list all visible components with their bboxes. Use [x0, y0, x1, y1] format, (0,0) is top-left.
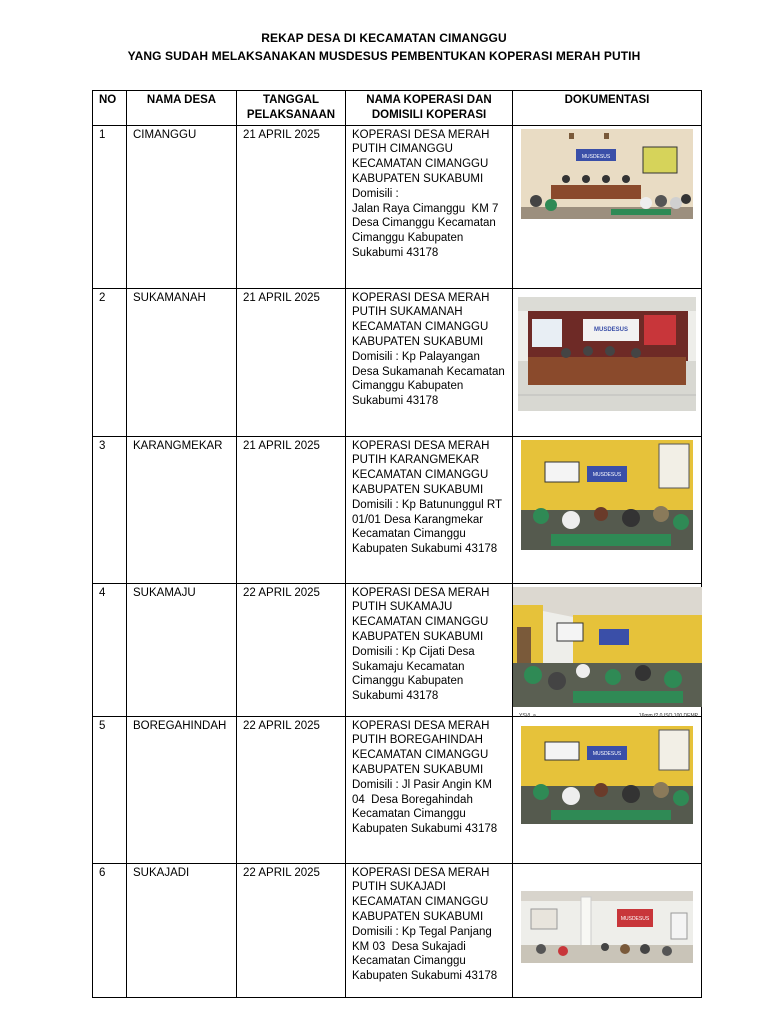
- document-subtitle: YANG SUDAH MELAKSANAKAN MUSDESUS PEMBENTUKAN KOPERASI MERAH PUTIH: [127, 49, 641, 63]
- banner-text: MUSDESUS: [581, 153, 611, 160]
- koperasi-text-line: KOPERASI DESA MERAH PUTIH KARANGMEKAR KECAMATAN CIMANGGU KABUPATEN SUKABUMI: [352, 439, 493, 496]
- meeting-photo-with-caption: [513, 587, 702, 719]
- col-header-no: NO: [93, 91, 127, 126]
- col-header-nama-desa: NAMA DESA: [127, 91, 237, 126]
- cell-dokumentasi: [513, 436, 702, 583]
- cell-no: 6: [93, 863, 127, 997]
- meeting-photo: [518, 297, 696, 411]
- table-row: [93, 125, 702, 288]
- cell-no: 4: [93, 583, 127, 716]
- koperasi-text-line: Domisili : Kp Cijati Desa Sukamaju Kecamatan Cimanggu Kabupaten Sukabumi 43178: [352, 645, 478, 703]
- table-header-row: [93, 91, 702, 126]
- table-row: [93, 288, 702, 436]
- cell-nama-desa: SUKAJADI: [127, 863, 237, 997]
- cell-koperasi: [346, 125, 513, 288]
- cell-tanggal: 22 APRIL 2025: [237, 863, 346, 997]
- cell-tanggal: 22 APRIL 2025: [237, 716, 346, 863]
- cell-dokumentasi: [513, 583, 702, 719]
- cell-koperasi: [346, 863, 513, 997]
- cell-dokumentasi: [513, 125, 702, 288]
- koperasi-text-line: KOPERASI DESA MERAH PUTIH SUKAJADI KECAMATAN CIMANGGU KABUPATEN SUKABUMI: [352, 866, 493, 923]
- banner-text: MUSDESUS: [593, 326, 629, 333]
- cell-koperasi: [346, 288, 513, 436]
- cell-nama-desa: SUKAMANAH: [127, 288, 237, 436]
- cell-tanggal: 21 APRIL 2025: [237, 125, 346, 288]
- cell-tanggal: 21 APRIL 2025: [237, 436, 346, 583]
- cell-no: 5: [93, 716, 127, 863]
- banner-text: MUSDESUS: [592, 471, 622, 478]
- koperasi-text-line: Domisili : Jl Pasir Angin KM 04 Desa Boregahindah Kecamatan Cimanggu Kabupaten Sukabumi 43178: [352, 778, 498, 836]
- meeting-photo: [521, 440, 693, 550]
- meeting-photo: [521, 129, 693, 219]
- col-header-dokumentasi: DOKUMENTASI: [513, 91, 702, 126]
- cell-no: 3: [93, 436, 127, 583]
- cell-dokumentasi: [513, 288, 702, 436]
- table-row: [93, 583, 702, 716]
- document-title: REKAP DESA DI KECAMATAN CIMANGGU: [261, 31, 507, 45]
- koperasi-text-line: KOPERASI DESA MERAH PUTIH BOREGAHINDAH KECAMATAN CIMANGGU KABUPATEN SUKABUMI: [352, 719, 493, 776]
- cell-nama-desa: CIMANGGU: [127, 125, 237, 288]
- meeting-photo: [521, 726, 693, 824]
- banner-text: MUSDESUS: [620, 915, 650, 922]
- koperasi-text-line: Domisili : Kp Batununggul RT 01/01 Desa Karangmekar Kecamatan Cimanggu Kabupaten Sukabumi 43178: [352, 498, 505, 556]
- table-row: [93, 716, 702, 863]
- meeting-photo: [521, 891, 693, 963]
- koperasi-text-line: KOPERASI DESA MERAH PUTIH CIMANGGU KECAMATAN CIMANGGU KABUPATEN SUKABUMI: [352, 128, 493, 185]
- cell-no: 1: [93, 125, 127, 288]
- koperasi-text-line: Domisili : Kp Tegal Panjang KM 03 Desa Sukajadi Kecamatan Cimanggu Kabupaten Sukabumi 43178: [352, 925, 498, 983]
- cell-koperasi: [346, 716, 513, 863]
- cell-nama-desa: BOREGAHINDAH: [127, 716, 237, 863]
- rekap-table: [92, 90, 702, 998]
- table-row: [93, 863, 702, 997]
- cell-tanggal: 22 APRIL 2025: [237, 583, 346, 716]
- cell-nama-desa: SUKAMAJU: [127, 583, 237, 716]
- table-row: [93, 436, 702, 583]
- photo-caption-right: 16mm f2.0 ISO 100 DEMP: [638, 712, 698, 719]
- cell-dokumentasi: [513, 716, 702, 863]
- koperasi-text-line: Domisili :: [352, 187, 399, 200]
- koperasi-text-line: KOPERASI DESA MERAH PUTIH SUKAMANAH KECAMATAN CIMANGGU KABUPATEN SUKABUMI: [352, 291, 493, 348]
- cell-nama-desa: KARANGMEKAR: [127, 436, 237, 583]
- cell-tanggal: 21 APRIL 2025: [237, 288, 346, 436]
- photo-caption-left: YSVL a: [519, 712, 536, 719]
- koperasi-text-line: Domisili : Kp Palayangan Desa Sukamanah Kecamatan Cimanggu Kabupaten Sukabumi 43178: [352, 350, 508, 408]
- col-header-tanggal: TANGGAL PELAKSANAAN: [237, 91, 346, 126]
- banner-text: MUSDESUS: [592, 750, 622, 757]
- col-header-koperasi: NAMA KOPERASI DAN DOMISILI KOPERASI: [346, 91, 513, 126]
- cell-koperasi: [346, 583, 513, 716]
- cell-no: 2: [93, 288, 127, 436]
- meeting-photo: [513, 587, 702, 707]
- koperasi-text-line: KOPERASI DESA MERAH PUTIH SUKAMAJU KECAMATAN CIMANGGU KABUPATEN SUKABUMI: [352, 586, 493, 643]
- cell-dokumentasi: [513, 863, 702, 997]
- koperasi-text-line: Jalan Raya Cimanggu KM 7 Desa Cimanggu Kecamatan Cimanggu Kabupaten Sukabumi 43178: [352, 202, 502, 259]
- cell-koperasi: [346, 436, 513, 583]
